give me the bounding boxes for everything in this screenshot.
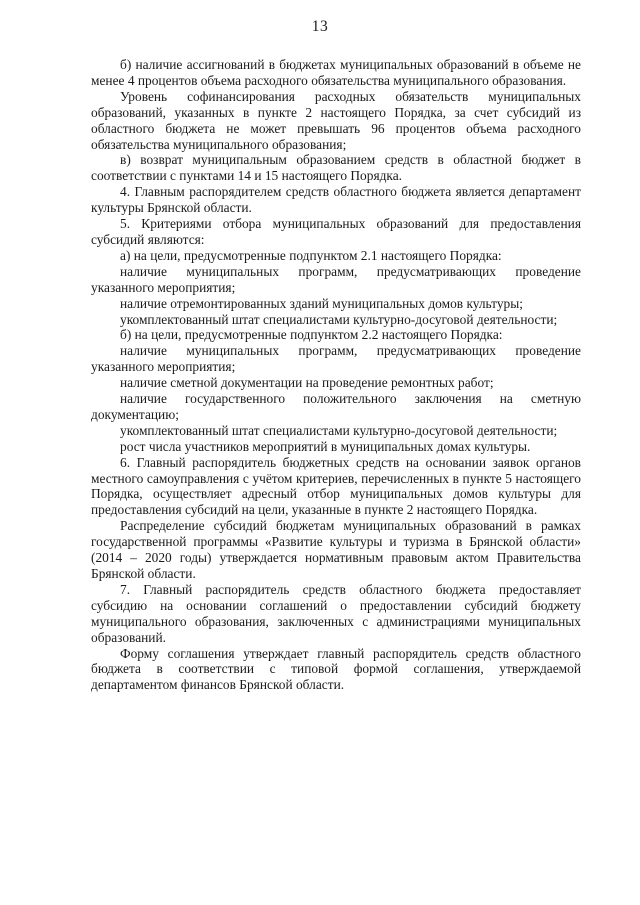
- list-item: укомплектованный штат специалистами культурно-досуговой деятельности;: [120, 311, 558, 327]
- paragraph-criteria-2-1: а) на цели, предусмотренные подпунктом 2.1 настоящего Порядка:: [120, 247, 502, 263]
- paragraph-budget-allocation: б) наличие ассигнований в бюджетах муниципальных образований в объеме не менее 4 процентов объема расходного обязательства муниципального образования.: [91, 57, 581, 88]
- paragraph-criteria-2-2: б) на цели, предусмотренные подпунктом 2.2 настоящего Порядка:: [120, 327, 503, 343]
- document-body: [91, 57, 581, 693]
- paragraph-funds-return: в) возврат муниципальным образованием средств в областной бюджет в соответствии с пунктами 14 и 15 настоящего Порядка.: [91, 152, 581, 184]
- paragraph-cofinancing-level: Уровень софинансирования расходных обязательств муниципальных образований, указанных в пункте 2 настоящего Порядка, за счет субсидий из областного бюджета не может превышать 96 процентов объема расходного обязательства муниципального образования;: [91, 88, 581, 152]
- list-item: наличие отремонтированных зданий муниципальных домов культуры;: [120, 295, 523, 311]
- list-item: наличие государственного положительного заключения на сметную документацию;: [91, 391, 581, 422]
- paragraph-address-selection: 6. Главный распорядитель бюджетных средств на основании заявок органов местного самоуправления с учётом критериев, перечисленных в пункте 5 настоящего Порядка, осуществляет адресный отбор муниципальных домов культуры для предоставления субсидий на цели, указанные в пункте 2 настоящего Порядка.: [91, 454, 581, 518]
- list-item: рост числа участников мероприятий в муниципальных домах культуры.: [120, 438, 531, 454]
- list-item: наличие муниципальных программ, предусматривающих проведение указанного мероприятия;: [91, 343, 581, 375]
- paragraph-main-manager: 4. Главным распорядителем средств областного бюджета является департамент культуры Брянской области.: [91, 184, 581, 216]
- paragraph-subsidy-agreements: 7. Главный распорядитель средств областного бюджета предоставляет субсидию на основании соглашений о предоставлении субсидий бюджету муниципального образования, заключенных с администрациями муниципальных образований.: [91, 581, 581, 645]
- list-item: укомплектованный штат специалистами культурно-досуговой деятельности;: [120, 422, 558, 438]
- list-item: наличие сметной документации на проведение ремонтных работ;: [120, 375, 494, 391]
- list-item: наличие муниципальных программ, предусматривающих проведение указанного мероприятия;: [91, 263, 581, 295]
- paragraph-subsidy-distribution: Распределение субсидий бюджетам муниципальных образований в рамках государственной программы «Развитие культуры и туризма в Брянской области» (2014 – 2020 годы) утверждается нормативным правовым актом Правительства Брянской области.: [91, 518, 581, 581]
- paragraph-agreement-form: Форму соглашения утверждает главный распорядитель средств областного бюджета в соответствии с типовой формой соглашения, утверждаемой департаментом финансов Брянской области.: [91, 645, 581, 693]
- paragraph-selection-criteria: 5. Критериями отбора муниципальных образований для предоставления субсидий являются:: [91, 216, 581, 247]
- page-number: 13: [311, 18, 329, 35]
